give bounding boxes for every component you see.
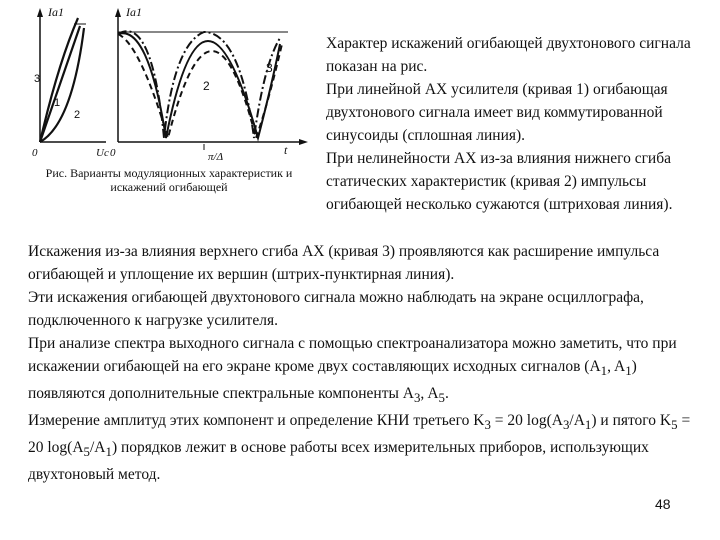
p4-part-d: ) и пятого K (591, 412, 672, 430)
right-x-label: t (284, 143, 288, 157)
p3-sub-2: 1 (625, 363, 632, 379)
right-paragraph-2: При линейной АХ усилителя (кривая 1) огибающая двухтонового сигнала имеет вид коммутированной синусоиды (сплошная линия). (326, 81, 668, 144)
p4-sub-3: 1 (584, 417, 592, 433)
p3-sub-3: 3 (413, 390, 421, 406)
pi-label: π/Δ (208, 151, 224, 163)
p4-part-e: = 20 log(A (28, 412, 691, 457)
p4-sub-5: 5 (83, 444, 90, 460)
curve-label-2: 2 (74, 109, 81, 121)
p3-sub-4: 5 (438, 390, 445, 406)
figure-svg (28, 4, 310, 164)
p4-part-b: = 20 log(A (490, 412, 563, 430)
right-y-arrow (115, 8, 121, 17)
p4-sub-1: 3 (484, 417, 491, 433)
left-y-label: Iа1 (48, 5, 64, 19)
p3-part-e: . (444, 385, 449, 403)
curve-label-3: 3 (34, 73, 41, 85)
main-paragraph-1: Искажения из-за влияния верхнего сгиба АХ (кривая 3) проявляются как расширение импульса огибающей и уплощение их вершин (штрих-пунктирная линия). (28, 243, 660, 283)
p3-part-d: , A (420, 385, 439, 403)
p4-part-g: ) порядков лежит в основе работы всех измерительных приборов, использующих двухтоновый метод. (28, 439, 649, 484)
left-x-label: Uс (96, 147, 109, 159)
p3-part-a: При анализе спектра выходного сигнала с помощью спектроанализатора можно заметить, что при искажении огибающей на его экране кроме двух составляющих исходных сигналов (A (28, 335, 677, 375)
figure (28, 4, 310, 164)
left-y-arrow (37, 8, 43, 17)
right-curve-label-3: 3 (266, 61, 273, 75)
right-curve-label-2: 2 (203, 79, 210, 93)
figure-caption: Рис. Варианты модуляционных характеристик и искажений огибающей (45, 166, 293, 194)
p4-sub-6: 1 (105, 444, 112, 460)
right-origin: 0 (110, 147, 116, 159)
p4-sub-2: 3 (562, 417, 570, 433)
p3-part-b: , A (607, 358, 626, 375)
p4-sub-4: 5 (671, 417, 678, 433)
main-text-block (28, 240, 700, 486)
right-paragraph-3: При нелинейности АХ из-за влияния нижнего сгиба статических характеристик (кривая 2) импульсы огибающей несколько сужаются (штриховая линия). (326, 150, 673, 213)
envelope-dashdot (118, 31, 280, 138)
p3-part-c: ) появляются дополнительные спектральные компоненты A (28, 358, 637, 403)
main-paragraph-3 (28, 332, 700, 409)
envelope-solid (118, 33, 280, 138)
right-paragraph-1: Характер искажений огибающей двухтонового сигнала показан на рис. (326, 35, 691, 75)
left-origin: 0 (32, 147, 38, 159)
page-number: 48 (655, 496, 671, 512)
p4-part-c: /A (569, 412, 585, 430)
right-x-arrow (299, 139, 308, 145)
main-paragraph-2: Эти искажения огибающей двухтонового сигнала можно наблюдать на экране осциллографа, подключенного к нагрузке усилителя. (28, 289, 644, 329)
p4-part-f: /A (90, 439, 106, 457)
right-text-block (326, 32, 696, 216)
right-y-label: Iа1 (126, 5, 142, 19)
curve-label-1: 1 (54, 97, 61, 109)
p4-part-a: Измерение амплитуд этих компонент и определение КНИ третьего K (28, 412, 485, 430)
main-paragraph-4 (28, 409, 700, 486)
p3-sub-1: 1 (600, 363, 608, 379)
